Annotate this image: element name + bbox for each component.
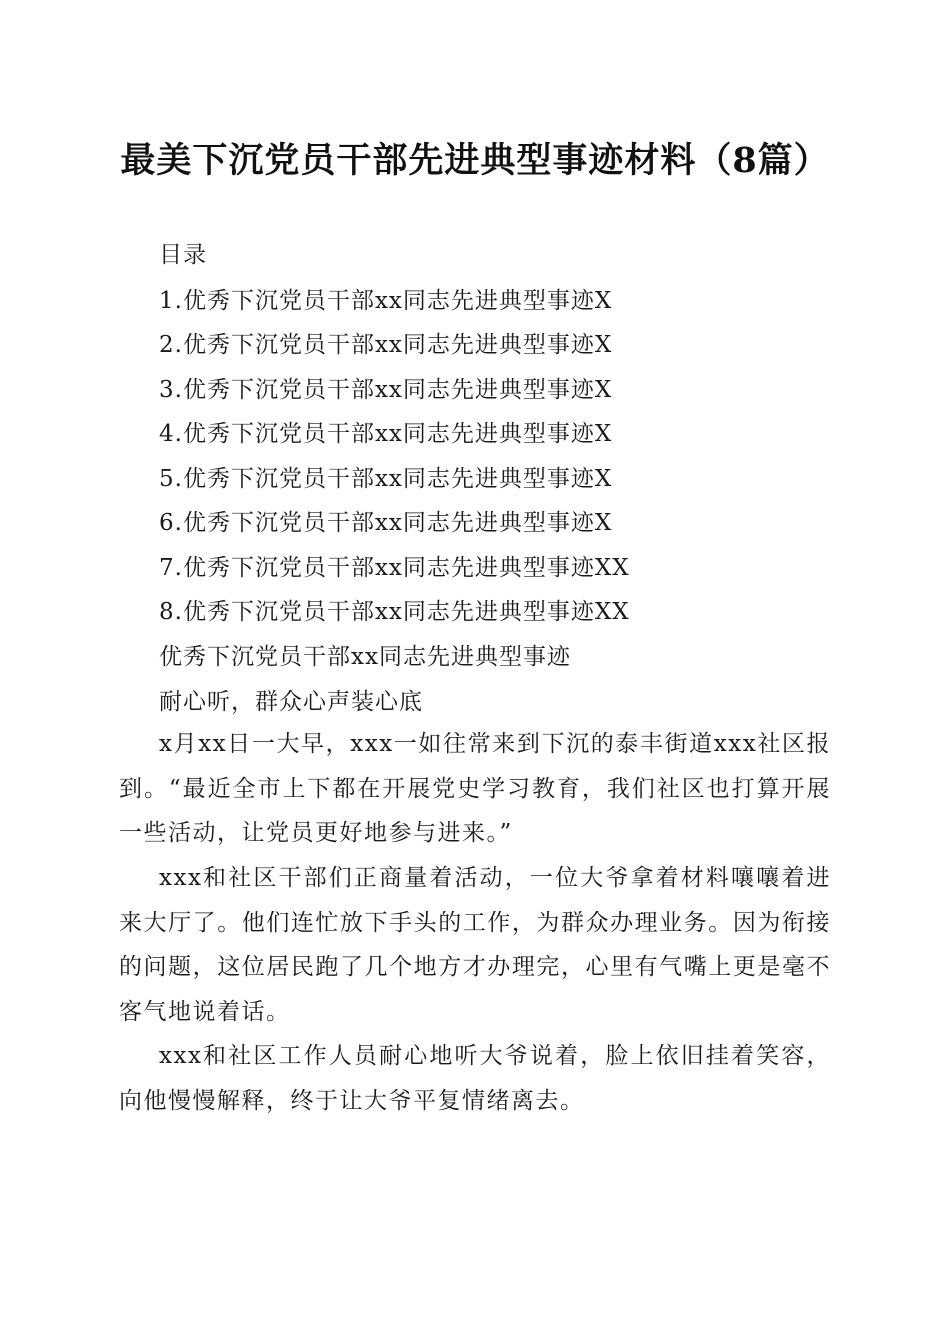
toc-heading: 目录 [159,242,207,268]
body-paragraph-1: x月xx日一大早，xxx一如往常来到下沉的泰丰街道xxx社区报到。“最近全市上下都在开展党史学习教育，我们社区也打算开展一些活动，让党员更好地参与进来。” [119,731,831,846]
toc-item-4: 4.优秀下沉党员干部xx同志先进典型事迹X [159,421,613,447]
toc-item-6: 6.优秀下沉党员干部xx同志先进典型事迹X [159,510,613,536]
toc-item-2: 2.优秀下沉党员干部xx同志先进典型事迹X [159,332,613,358]
body-paragraph-3: xxx和社区工作人员耐心地听大爷说着，脸上依旧挂着笑容，向他慢慢解释，终于让大爷平复情绪离去。 [119,1043,831,1114]
toc-item-1: 1.优秀下沉党员干部xx同志先进典型事迹X [159,288,613,314]
toc-item-5: 5.优秀下沉党员干部xx同志先进典型事迹X [159,466,613,492]
toc-item-7: 7.优秀下沉党员干部xx同志先进典型事迹XX [159,555,630,581]
toc-item-8: 8.优秀下沉党员干部xx同志先进典型事迹XX [159,599,630,625]
body-paragraph-2: xxx和社区干部们正商量着活动，一位大爷拿着材料嚷嚷着进来大厅了。他们连忙放下手头的工作，为群众办理业务。因为衔接的问题，这位居民跑了几个地方才办理完，心里有气嘴上更是毫不客气地说着话。 [119,865,831,1025]
section-heading: 耐心听，群众心声装心底 [159,689,423,715]
article-title: 优秀下沉党员干部xx同志先进典型事迹 [159,644,571,670]
document-title: 最美下沉党员干部先进典型事迹材料（8篇） [120,140,830,181]
toc-item-3: 3.优秀下沉党员干部xx同志先进典型事迹X [159,377,613,403]
